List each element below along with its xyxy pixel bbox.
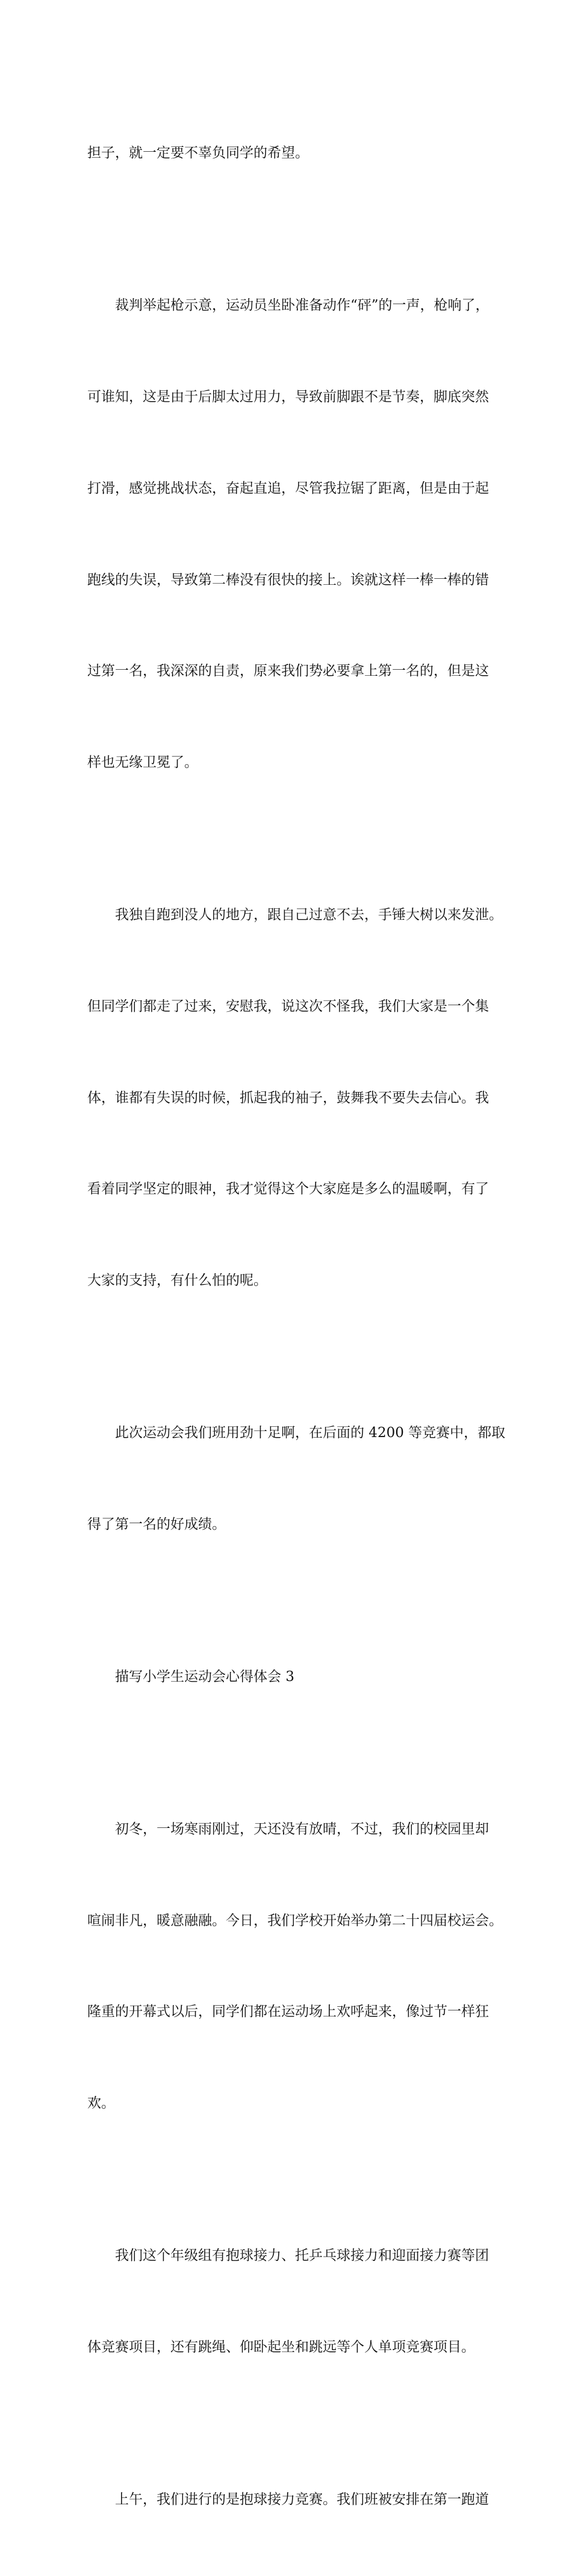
paragraph-4 [87, 1357, 506, 1601]
text-line: 可谁知，这是由于后脚太过用力，导致前脚跟不是节奏，脚底突然 [87, 388, 489, 405]
paragraph-1 [87, 77, 497, 229]
text-line: 我独自跑到没人的地方，跟自己过意不去，手锤大树以来发泄。 [115, 907, 503, 923]
section-heading [87, 1601, 497, 1753]
text-line: 体，谁都有失误的时候，抓起我的袖子，鼓舞我不要失去信心。我 [87, 1090, 489, 1106]
text-line: 体竞赛项目，还有跳绳、仰卧起坐和跳远等个人单项竞赛项目。 [87, 2339, 475, 2355]
text-line: 看着同学坚定的眼神，我才觉得这个大家庭是多么的温暖啊，有了 [87, 1181, 489, 1197]
paragraph-7 [87, 2424, 497, 2576]
paragraph-3 [87, 839, 503, 1357]
text-line: 打滑，感觉挑战状态，奋起直追，尽管我拉锯了距离，但是由于起 [87, 480, 489, 496]
document-body [87, 77, 506, 2576]
text-line: 得了第一名的好成绩。 [87, 1516, 226, 1532]
text-line: 但同学们都走了过来，安慰我，说这次不怪我，我们大家是一个集 [87, 998, 489, 1014]
text-line: 此次运动会我们班用劲十足啊，在后面的 4200 等竞赛中，都取 [115, 1425, 506, 1441]
text-line: 裁判举起枪示意，运动员坐卧准备动作“砰”的一声，枪响了， [115, 298, 490, 314]
text-line: 大家的支持，有什么怕的呢。 [87, 1273, 267, 1289]
section-title: 描写小学生运动会心得体会 3 [115, 1668, 294, 1685]
text-line: 隆重的开幕式以后，同学们都在运动场上欢呼起来，像过节一样狂 [87, 2004, 489, 2020]
paragraph-2 [87, 229, 497, 839]
text-line: 跑线的失误，导致第二棒没有很快的接上。诶就这样一棒一棒的错 [87, 572, 489, 588]
text-line: 欢。 [87, 2095, 115, 2112]
text-line: 上午，我们进行的是抱球接力竞赛。我们班被安排在第一跑道 [115, 2491, 489, 2507]
text-line: 担子，就一定要不辜负同学的希望。 [87, 145, 309, 161]
text-line: 初冬，一场寒雨刚过，天还没有放晴，不过，我们的校园里却 [115, 1821, 489, 1837]
text-line: 样也无缘卫冕了。 [87, 755, 198, 771]
text-line: 喧闹非凡，暖意融融。今日，我们学校开始举办第二十四届校运会。 [87, 1912, 503, 1929]
paragraph-5 [87, 1753, 503, 2180]
text-line: 过第一名，我深深的自责，原来我们势必要拿上第一名的，但是这 [87, 663, 489, 679]
paragraph-6 [87, 2180, 497, 2424]
text-line: 我们这个年级组有抱球接力、托乒乓球接力和迎面接力赛等团 [115, 2248, 489, 2264]
